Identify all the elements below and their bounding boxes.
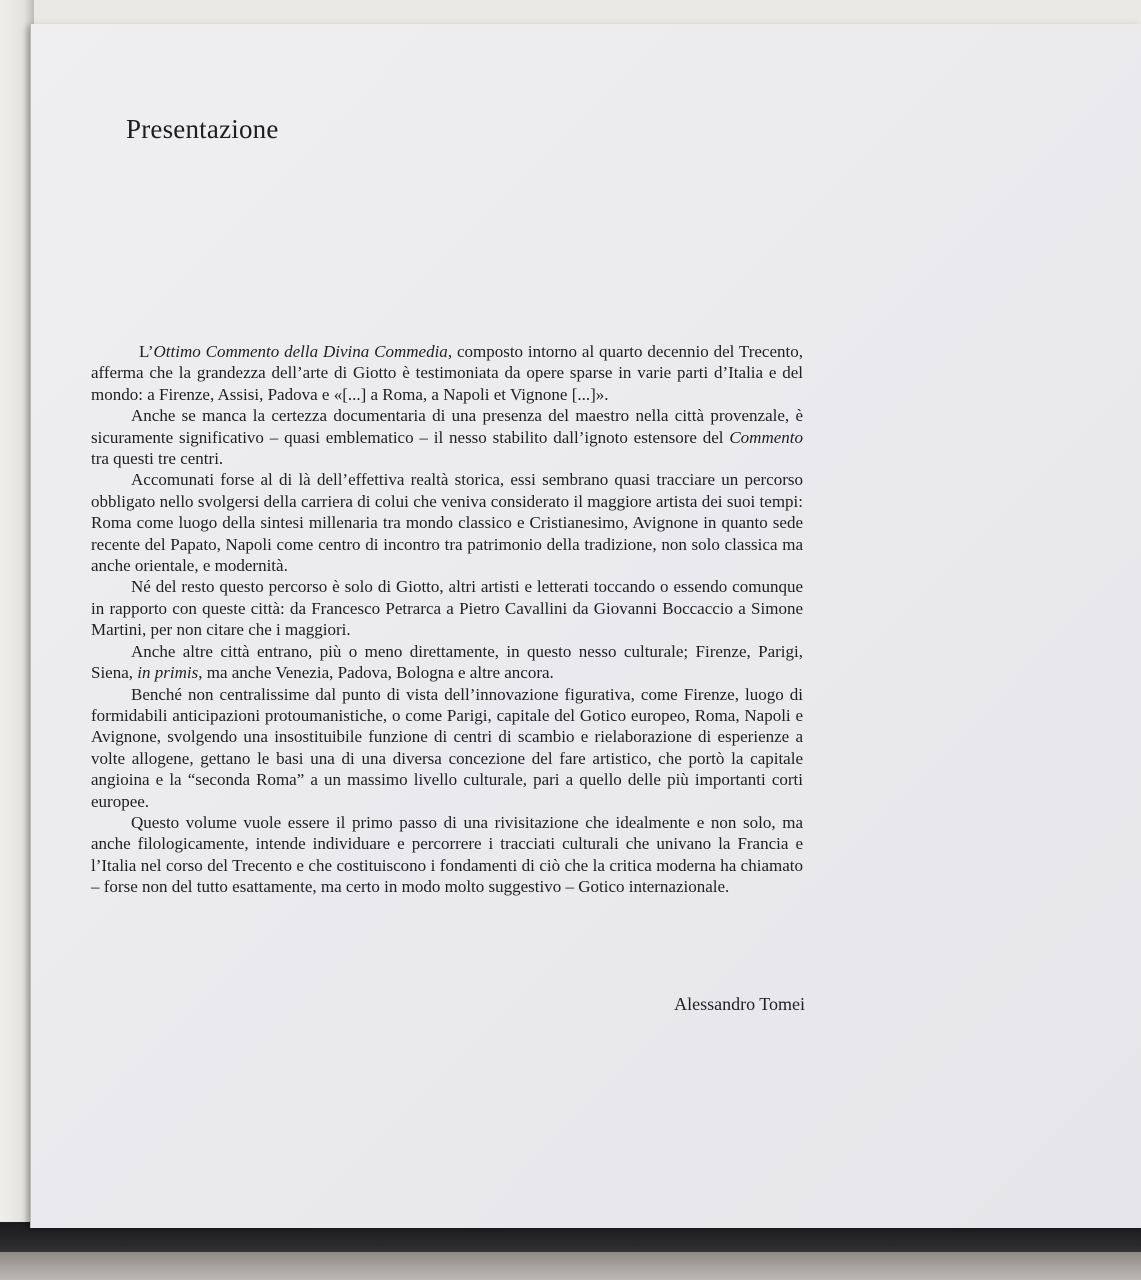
italic-text: Ottimo Commento della Divina Commedia	[153, 342, 448, 361]
italic-text: Commento	[729, 427, 803, 447]
book-page	[30, 24, 1141, 1228]
paragraph: Anche altre città entrano, più o meno direttamente, in questo nesso culturale; Firenze, Parigi, Siena, in primis, ma anche Venezia, Padova, Bologna e altre ancora.	[91, 641, 803, 683]
paragraph: Questo volume vuole essere il primo passo di una rivisitazione che idealmente e non solo, ma anche filologicamente, intende individuare e percorrere i tracciati culturali che univano la Francia e l’Italia nel corso del Trecento e che costituiscono i fondamenti di ciò che la critica moderna ha chiamato – forse non del tutto esattamente, ma certo in modo molto suggestivo – Gotico internazionale.	[91, 812, 803, 897]
paragraph: Accomunati forse al di là dell’effettiva realtà storica, essi sembrano quasi tracciare un percorso obbligato nello svolgersi della carriera di colui che veniva considerato il maggiore artista dei suoi tempi: Roma come luogo della sintesi millenaria tra mondo classico e Cristianesimo, Avignone in quanto sede recente del Papato, Napoli come centro di incontro tra patrimonio della tradizione, non solo classica ma anche orientale, e modernità.	[91, 470, 803, 576]
page-title: Presentazione	[126, 114, 279, 144]
paragraph: Benché non centralissime dal punto di vista dell’innovazione figurativa, come Firenze, luogo di formidabili anticipazioni protoumanistiche, o come Parigi, capitale del Gotico europeo, Roma, Napoli e Avignone, svolgendo una insostituibile funzione di centri di scambio e rielaborazione di esperienze a volte allogene, gettano le basi una di una diversa concezione del fare artistico, che portò la capitale angioina e la “seconda Roma” a un massimo livello culturale, pari a quello delle più importanti corti europee.	[91, 684, 803, 811]
paragraph: Anche se manca la certezza documentaria di una presenza del maestro nella città provenzale, è sicuramente significativo – quasi emblematico – il nesso stabilito dall’ignoto estensore del Commento tra questi tre centri.	[91, 406, 803, 469]
italic-text: in primis	[137, 663, 199, 683]
body-text	[91, 341, 803, 898]
book-cover-edge	[0, 0, 34, 1240]
paragraph: L’Ottimo Commento della Divina Commedia, composto intorno al quarto decennio del Trecento, afferma che la grandezza dell’arte di Giotto è testimoniata da opere sparse in varie parti d’Italia e del mondo: a Firenze, Assisi, Padova e «[...] a Roma, a Napoli et Vignone [...]».	[91, 342, 803, 404]
author-signature: Alessandro Tomei	[674, 994, 805, 1014]
table-surface	[0, 1252, 1141, 1280]
paragraph: Né del resto questo percorso è solo di Giotto, altri artisti e letterati toccando o essendo comunque in rapporto con queste città: da Francesco Petrarca a Pietro Cavallini da Giovanni Boccaccio a Simone Martini, per non citare che i maggiori.	[91, 577, 803, 640]
